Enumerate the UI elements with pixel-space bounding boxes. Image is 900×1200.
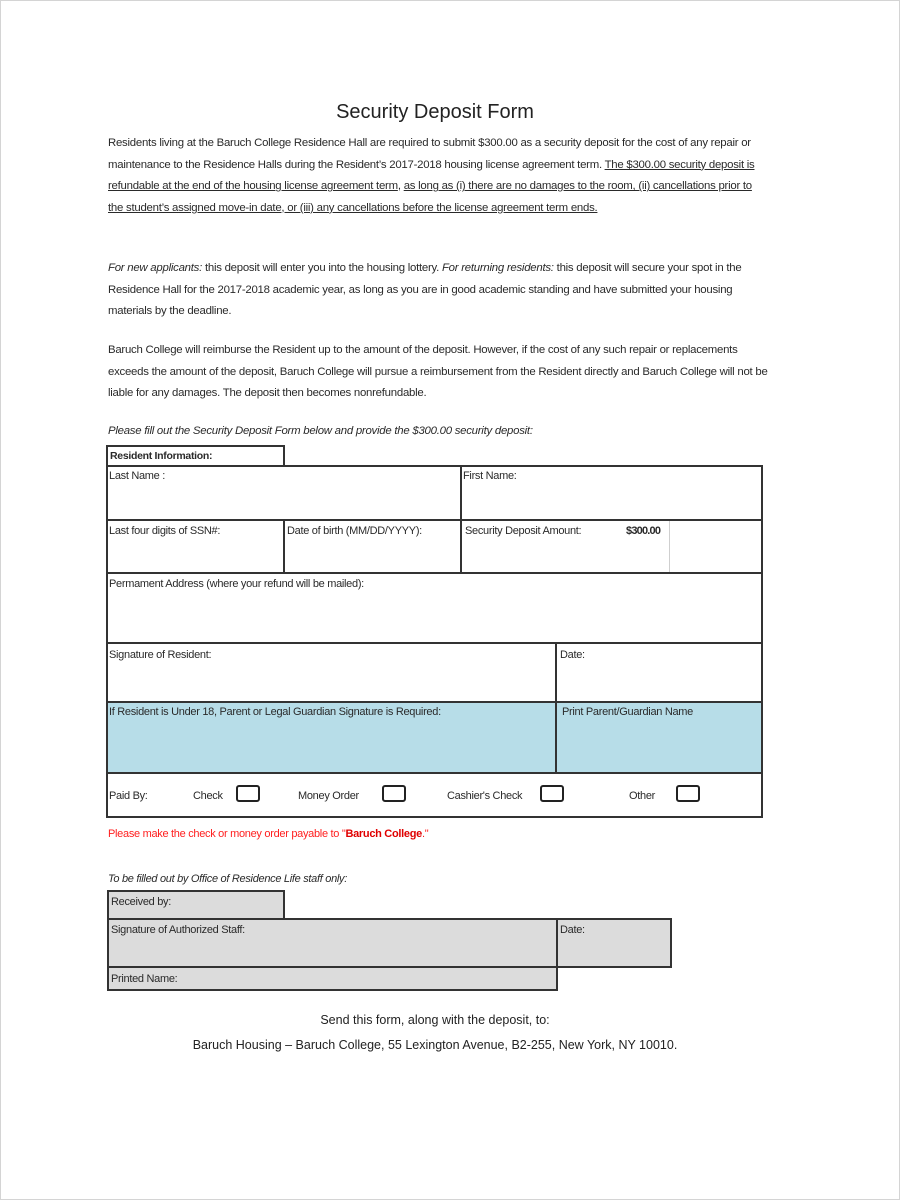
resident-date-label: Date: xyxy=(560,649,585,661)
dob-label: Date of birth (MM/DD/YYYY): xyxy=(287,525,422,537)
new-applicants-label: For new applicants: xyxy=(108,262,203,274)
deposit-amount-value: $300.00 xyxy=(626,525,661,537)
deposit-amount-label: Security Deposit Amount: xyxy=(465,525,582,537)
resident-info-title: Resident Information: xyxy=(110,450,213,462)
last-name-field[interactable] xyxy=(108,467,460,519)
cashiers-check-checkbox[interactable] xyxy=(540,785,564,802)
check-checkbox[interactable] xyxy=(236,785,260,802)
staff-signature-label: Signature of Authorized Staff: xyxy=(111,924,245,936)
first-name-label: First Name: xyxy=(463,470,517,482)
guardian-signature-label: If Resident is Under 18, Parent or Legal Guardian Signature is Required: xyxy=(109,706,441,718)
lottery-paragraph xyxy=(108,258,768,323)
instruction-text: Please fill out the Security Deposit Form below and provide the $300.00 security deposit: xyxy=(108,425,533,437)
money-order-checkbox[interactable] xyxy=(382,785,406,802)
last-name-label: Last Name : xyxy=(109,470,166,482)
resident-date-field[interactable] xyxy=(557,644,761,701)
guardian-name-field[interactable] xyxy=(557,703,761,772)
payee-name: Baruch College xyxy=(345,828,422,840)
dob-field[interactable] xyxy=(285,521,460,573)
money-order-option-label: Money Order xyxy=(298,790,359,802)
first-name-field[interactable] xyxy=(462,467,761,519)
staff-section-heading: To be filled out by Office of Residence Life staff only: xyxy=(108,873,347,885)
paid-by-label: Paid By: xyxy=(109,790,148,802)
returning-residents-label: For returning residents: xyxy=(441,262,554,274)
resident-info-header xyxy=(106,445,285,467)
received-by-field[interactable] xyxy=(107,890,285,919)
staff-date-field[interactable] xyxy=(556,918,672,968)
received-by-label: Received by: xyxy=(111,896,171,908)
permanent-address-field[interactable] xyxy=(108,574,761,642)
intro-refund-conditions: as long as (i) there are no damages to the room, (ii) cancellations prior to the student’s assigned move-in date, or (iii) any cancellations before the license agreement term ends. xyxy=(108,180,752,214)
intro-separator: , xyxy=(397,180,404,193)
intro-text: Residents living at the Baruch College Residence Hall are required to submit $300.00 as a security deposit for the cost of any repair or maintenance to the Residence Halls during the Resident’s 2017-2018 housing license agreement term. xyxy=(108,137,751,171)
permanent-address-label: Permament Address (where your refund will be mailed): xyxy=(109,578,364,590)
payable-note-prefix: Please make the check or money order payable to " xyxy=(108,828,346,840)
mailing-address: Baruch Housing – Baruch College, 55 Lexington Avenue, B2-255, New York, NY 10010. xyxy=(192,1038,678,1052)
send-instructions: Send this form, along with the deposit, to: xyxy=(320,1013,550,1027)
reimburse-paragraph: Baruch College will reimburse the Resident up to the amount of the deposit. However, if the cost of any such repair or replacements exceeds the amount of the deposit, Baruch College will pursue a reimbursement from the Resident directly and Baruch College will not be liable for any damages. The deposit then becomes nonrefundable. xyxy=(108,344,768,400)
intro-refund-terms: The $300.00 security deposit is refundable at the end of the housing license agreement term xyxy=(108,158,755,193)
new-applicants-text: this deposit will enter you into the housing lottery. xyxy=(202,262,442,274)
printed-name-field[interactable] xyxy=(107,966,558,991)
resident-signature-label: Signature of Resident: xyxy=(109,649,212,661)
cashiers-check-option-label: Cashier's Check xyxy=(447,790,523,802)
page-title: Security Deposit Form xyxy=(336,101,534,123)
deposit-amount-cell xyxy=(462,521,670,573)
staff-date-label: Date: xyxy=(560,924,585,936)
ssn-label: Last four digits of SSN#: xyxy=(109,525,221,537)
paid-by-row xyxy=(108,774,761,816)
returning-residents-text: this deposit will secure your spot in the Residence Hall for the 2017-2018 academic year, as long as you are in good academic standing and have submitted your housing materials by the deadline. xyxy=(108,262,742,318)
resident-signature-field[interactable] xyxy=(108,644,555,701)
other-checkbox[interactable] xyxy=(676,785,700,802)
guardian-signature-field[interactable] xyxy=(108,703,555,772)
payable-note-suffix: ." xyxy=(421,828,429,840)
check-option-label: Check xyxy=(193,790,223,802)
printed-name-label: Printed Name: xyxy=(111,973,178,985)
other-option-label: Other xyxy=(629,790,656,802)
ssn-field[interactable] xyxy=(108,521,283,573)
staff-signature-field[interactable] xyxy=(107,918,558,968)
payable-note xyxy=(108,828,428,840)
guardian-name-label: Print Parent/Guardian Name xyxy=(562,706,693,718)
intro-paragraph xyxy=(108,133,768,219)
